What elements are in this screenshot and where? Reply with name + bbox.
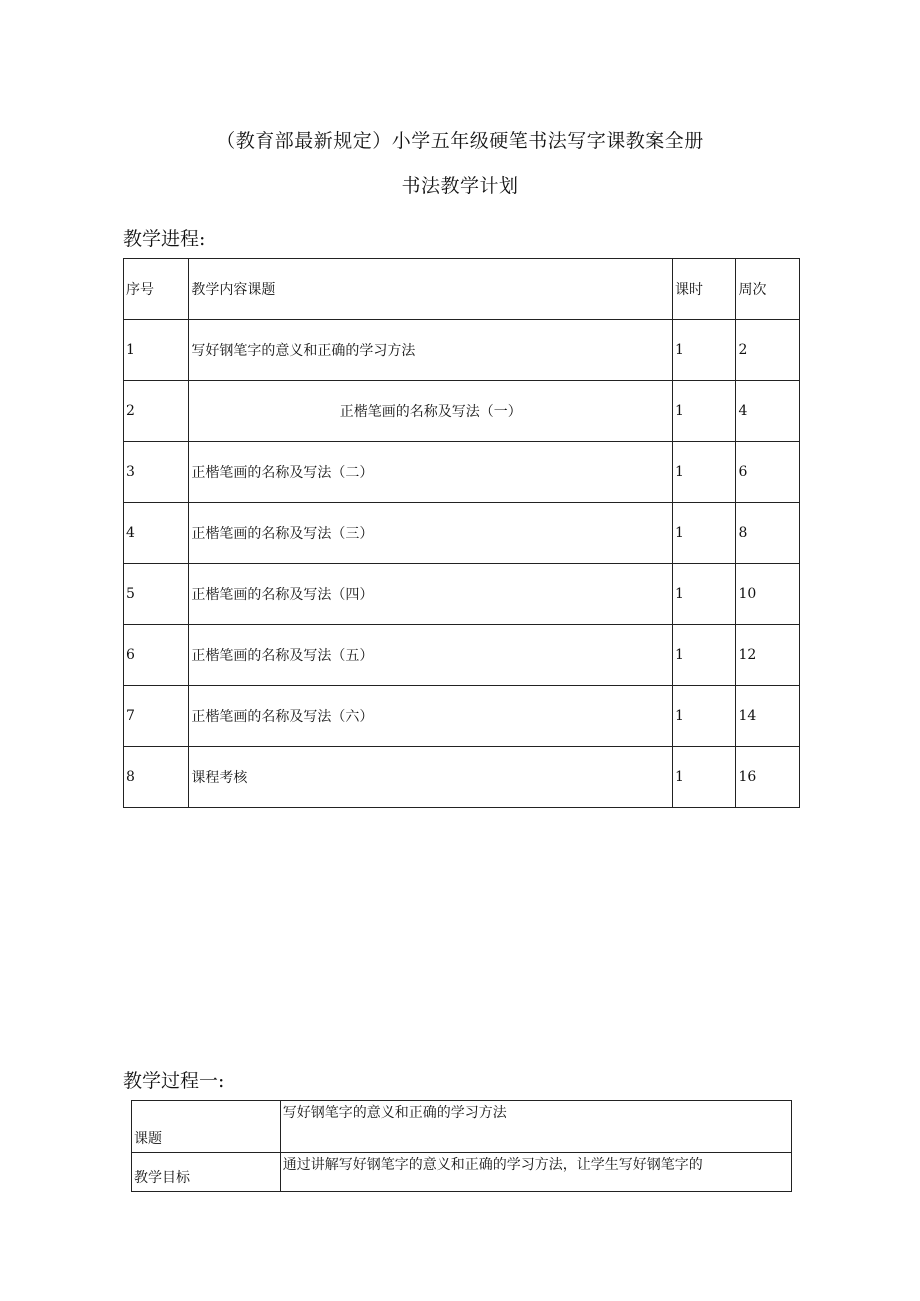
cell-topic: 正楷笔画的名称及写法（三） (189, 503, 673, 564)
table-row (124, 381, 800, 442)
cell-hours: 1 (673, 503, 736, 564)
cell-week: 8 (736, 503, 800, 564)
table-row (124, 747, 800, 808)
cell-number: 5 (124, 564, 189, 625)
document-title: （教育部最新规定）小学五年级硬笔书法写字课教案全册 (216, 130, 704, 152)
table-row (124, 503, 800, 564)
table-row (124, 442, 800, 503)
cell-topic: 正楷笔画的名称及写法（五） (189, 625, 673, 686)
cell-week: 4 (736, 381, 800, 442)
cell-week: 10 (736, 564, 800, 625)
cell-number: 7 (124, 686, 189, 747)
cell-topic: 课程考核 (189, 747, 673, 808)
table-row (124, 564, 800, 625)
cell-number: 4 (124, 503, 189, 564)
cell-number: 2 (124, 381, 189, 442)
cell-number: 6 (124, 625, 189, 686)
cell-week: 16 (736, 747, 800, 808)
teaching-process-table (131, 1100, 792, 1192)
table-row (132, 1153, 792, 1192)
cell-hours: 1 (673, 686, 736, 747)
cell-hours: 1 (673, 320, 736, 381)
cell-week: 2 (736, 320, 800, 381)
process-heading: 教学过程一: (123, 1070, 225, 1092)
teaching-progress-table (123, 258, 800, 808)
cell-hours: 1 (673, 625, 736, 686)
cell-week: 6 (736, 442, 800, 503)
cell-topic: 正楷笔画的名称及写法（六） (189, 686, 673, 747)
document-subtitle: 书法教学计划 (401, 175, 519, 197)
header-cell-week: 周次 (736, 259, 800, 320)
cell-number: 3 (124, 442, 189, 503)
cell-label: 教学目标 (132, 1153, 281, 1192)
cell-hours: 1 (673, 564, 736, 625)
cell-number: 8 (124, 747, 189, 808)
cell-value: 写好钢笔字的意义和正确的学习方法 (280, 1101, 791, 1153)
table-row (124, 320, 800, 381)
table-header-row (124, 259, 800, 320)
header-cell-hours: 课时 (673, 259, 736, 320)
cell-week: 12 (736, 625, 800, 686)
cell-hours: 1 (673, 381, 736, 442)
table-row (124, 686, 800, 747)
cell-week: 14 (736, 686, 800, 747)
cell-topic: 正楷笔画的名称及写法（四） (189, 564, 673, 625)
cell-hours: 1 (673, 747, 736, 808)
cell-label: 课题 (132, 1101, 281, 1153)
cell-topic: 正楷笔画的名称及写法（一） (189, 381, 673, 442)
header-cell-number: 序号 (124, 259, 189, 320)
cell-hours: 1 (673, 442, 736, 503)
table-row (124, 625, 800, 686)
progress-heading: 教学进程: (123, 228, 206, 250)
cell-topic: 正楷笔画的名称及写法（二） (189, 442, 673, 503)
table-row (132, 1101, 792, 1153)
cell-value: 通过讲解写好钢笔字的意义和正确的学习方法，让学生写好钢笔字的 (280, 1153, 791, 1192)
cell-topic: 写好钢笔字的意义和正确的学习方法 (189, 320, 673, 381)
cell-number: 1 (124, 320, 189, 381)
header-cell-topic: 教学内容课题 (189, 259, 673, 320)
